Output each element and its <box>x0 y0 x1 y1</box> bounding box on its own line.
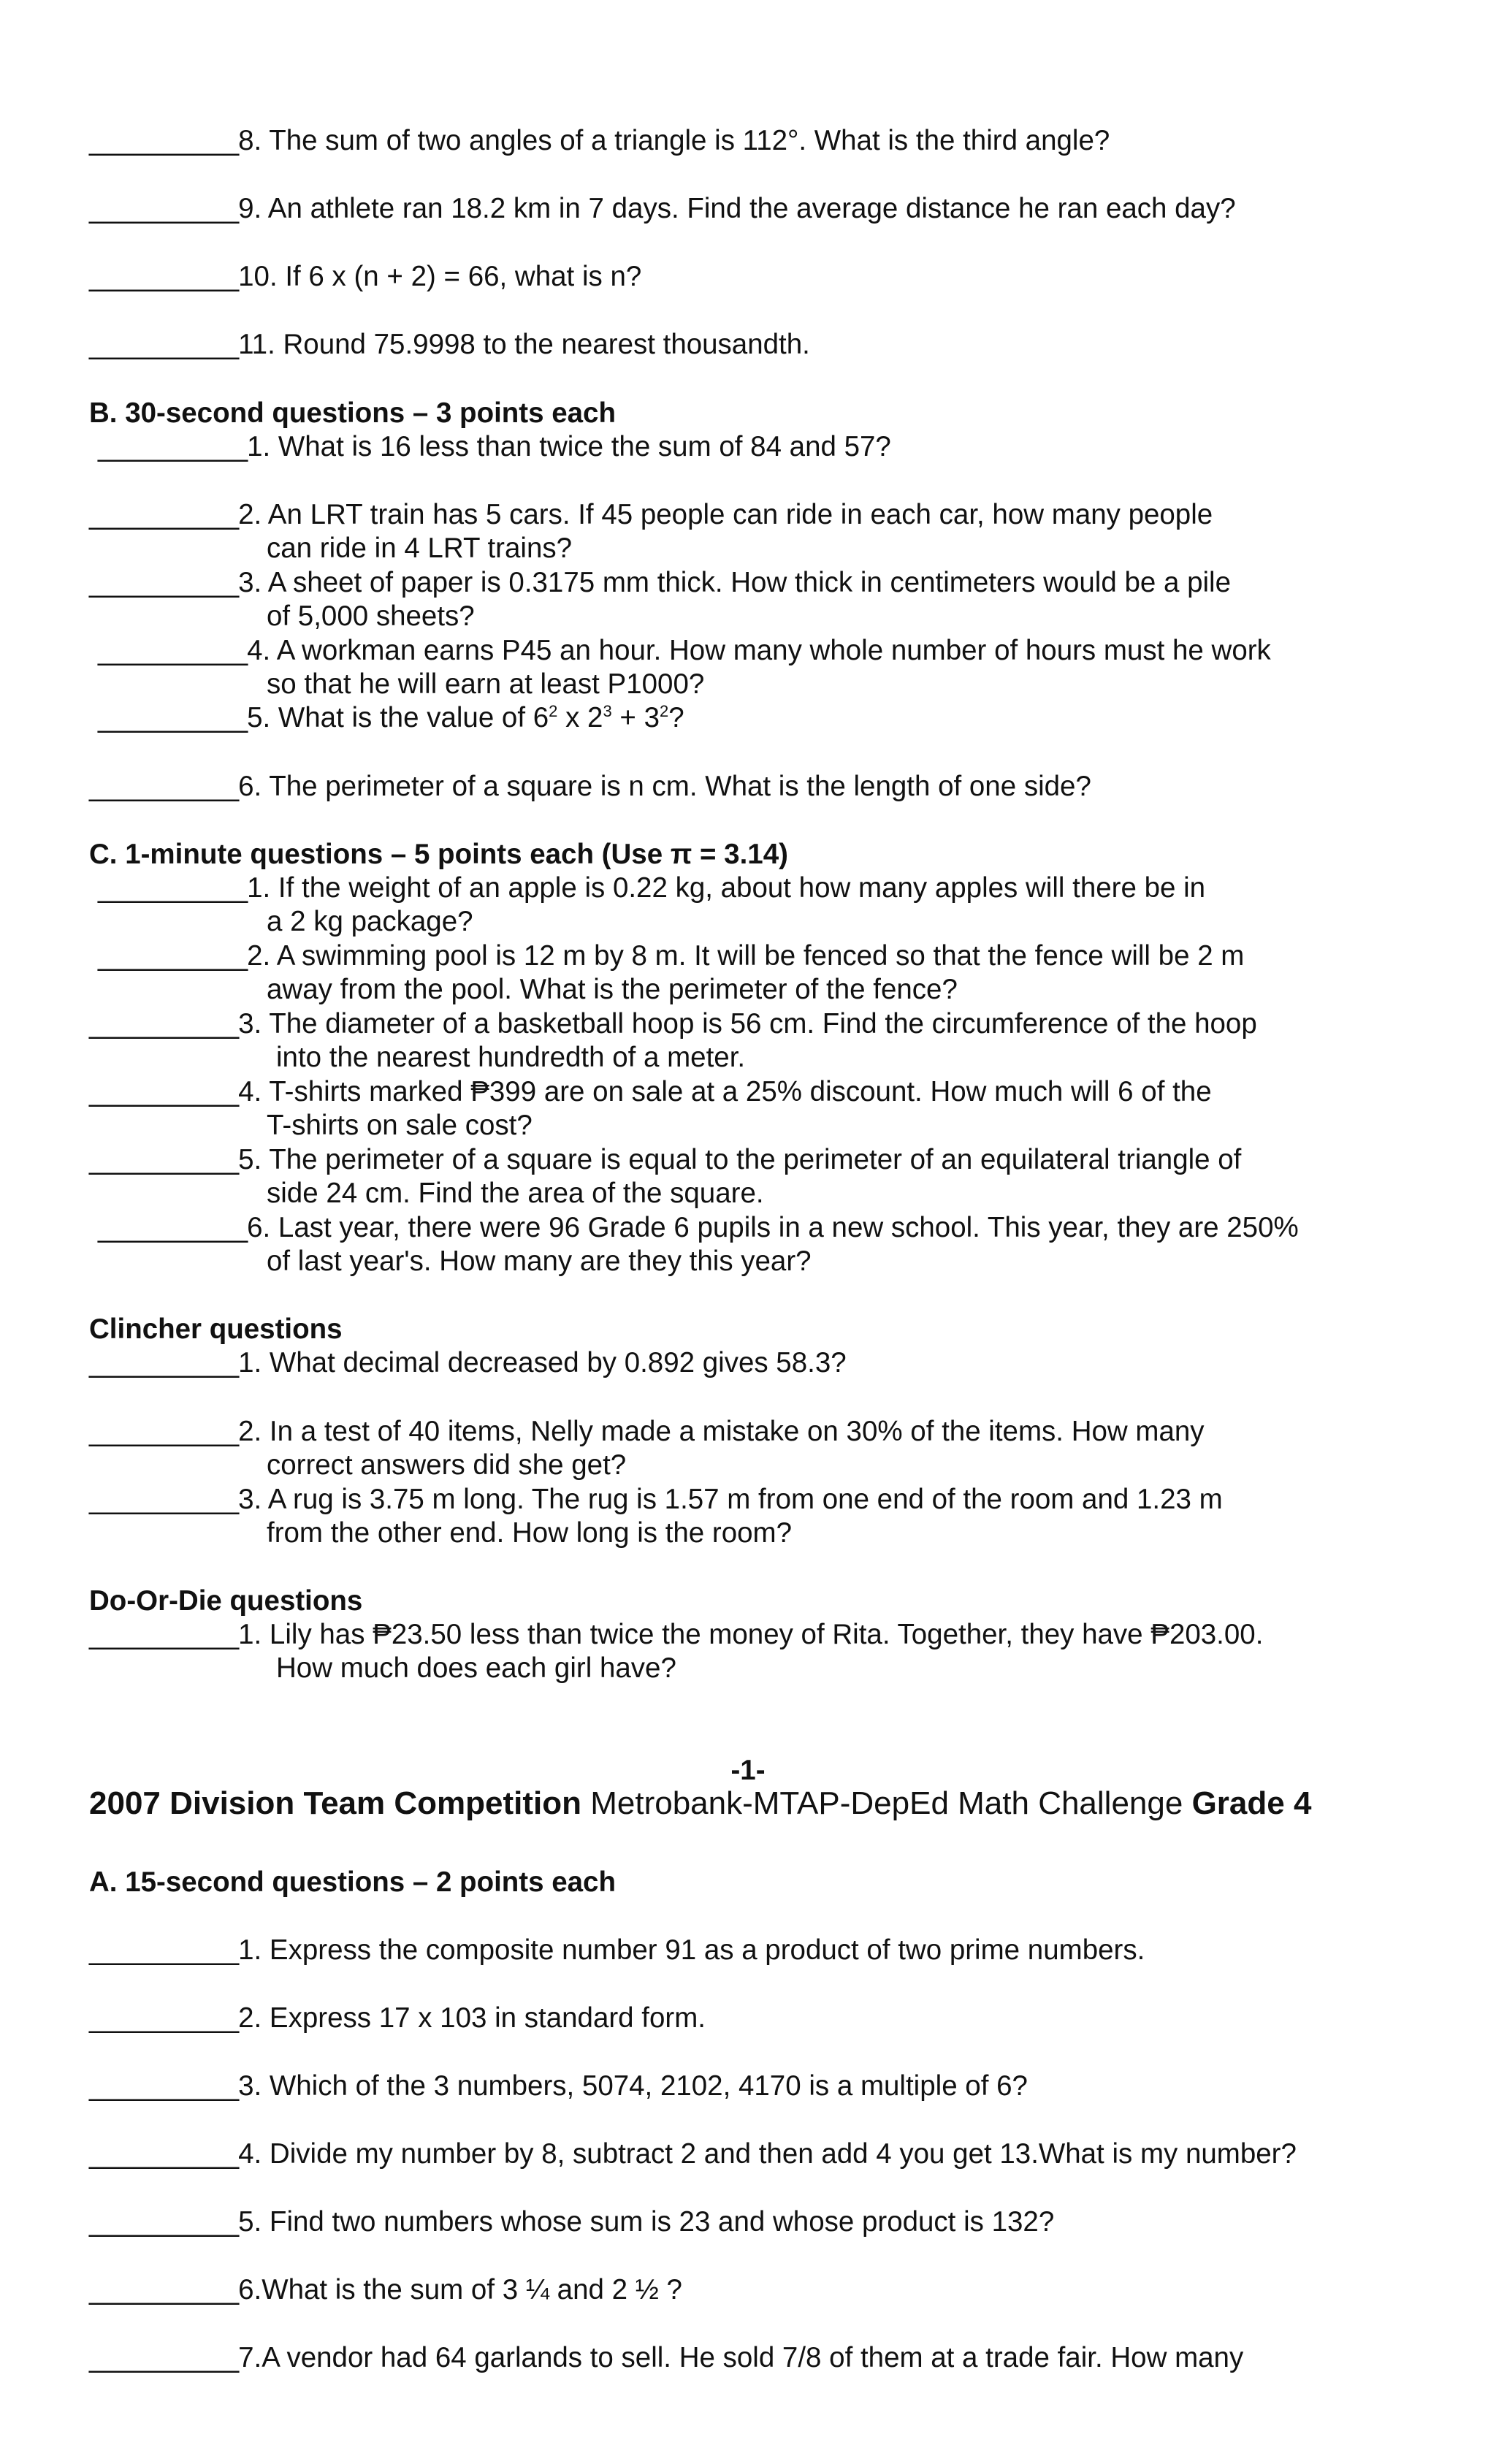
answer-blank: __________ <box>89 499 239 530</box>
question-text: 5. What is the value of $6^2$ x $2^3 + 3^2$? <box>247 702 684 733</box>
question-text: 4. A workman earns P45 an hour. How many whole number of hours must he work <box>247 635 1271 666</box>
question-text: 6.What is the sum of 3 ¼ and 2 ½ ? <box>238 2274 682 2305</box>
question-text: 11. Round 75.9998 to the nearest thousandth. <box>238 329 810 360</box>
question-row <box>89 770 1091 804</box>
question-row <box>98 701 684 735</box>
answer-blank: __________ <box>89 193 239 224</box>
question-row <box>89 1483 1223 1517</box>
answer-blank: __________ <box>98 635 248 666</box>
answer-blank: __________ <box>89 2002 239 2034</box>
question-row <box>98 939 1244 973</box>
question-text: 2. In a test of 40 items, Nelly made a mistake on 30% of the items. How many <box>238 1416 1205 1447</box>
question-continuation: correct answers did she get? <box>267 1449 627 1481</box>
question-continuation: into the nearest hundredth of a meter. <box>276 1042 746 1073</box>
question-row <box>89 260 641 294</box>
question-text: 3. A sheet of paper is 0.3175 mm thick. How thick in centimeters would be a pile <box>238 567 1232 598</box>
question-text: 2. An LRT train has 5 cars. If 45 people can ride in each car, how many people <box>238 499 1213 530</box>
question-text: 2. A swimming pool is 12 m by 8 m. It will be fenced so that the fence will be 2 m <box>247 940 1245 972</box>
question-row <box>98 430 891 464</box>
question-text: 2. Express 17 x 103 in standard form. <box>238 2002 706 2034</box>
question-row <box>89 2205 1054 2239</box>
question-continuation: of last year's. How many are they this year? <box>267 1246 812 1277</box>
question-row <box>89 2341 1243 2375</box>
question-row <box>89 1415 1205 1449</box>
question-continuation: from the other end. How long is the room? <box>267 1517 793 1549</box>
page-number: -1- <box>730 1755 766 1786</box>
answer-blank: __________ <box>89 125 239 156</box>
question-row <box>89 2273 682 2307</box>
question-continuation: so that he will earn at least P1000? <box>267 668 705 700</box>
question-text: 1. Express the composite number 91 as a product of two prime numbers. <box>238 1934 1145 1966</box>
question-text: 8. The sum of two angles of a triangle is 112°. What is the third angle? <box>238 125 1110 156</box>
answer-blank: __________ <box>98 431 248 462</box>
question-row <box>89 2002 706 2035</box>
question-row <box>89 498 1213 532</box>
section-heading: B. 30-second questions – 3 points each <box>89 397 616 429</box>
question-continuation: away from the pool. What is the perimeter of the fence? <box>267 974 958 1005</box>
question-row <box>98 871 1205 905</box>
answer-blank: __________ <box>89 1008 239 1040</box>
question-text: 5. Find two numbers whose sum is 23 and whose product is 132? <box>238 2206 1055 2238</box>
question-continuation: a 2 kg package? <box>267 906 473 937</box>
answer-blank: __________ <box>89 1347 239 1378</box>
answer-blank: __________ <box>98 940 248 972</box>
question-text: 6. The perimeter of a square is n cm. What is the length of one side? <box>238 771 1091 802</box>
question-row <box>89 124 1110 158</box>
answer-blank: __________ <box>89 2206 239 2238</box>
answer-blank: __________ <box>98 702 248 733</box>
question-text: 10. If 6 x (n + 2) = 66, what is n? <box>238 261 642 292</box>
question-row <box>89 328 810 362</box>
question-text: 3. The diameter of a basketball hoop is 56 cm. Find the circumference of the hoop <box>238 1008 1257 1040</box>
question-text: 9. An athlete ran 18.2 km in 7 days. Find the average distance he ran each day? <box>238 193 1236 224</box>
answer-blank: __________ <box>98 1212 248 1243</box>
answer-blank: __________ <box>89 261 239 292</box>
question-row <box>89 1346 847 1380</box>
answer-blank: __________ <box>89 1619 239 1650</box>
question-text: 5. The perimeter of a square is equal to the perimeter of an equilateral triangle of <box>238 1144 1242 1175</box>
question-text: 1. What is 16 less than twice the sum of 84 and 57? <box>247 431 891 462</box>
question-text: 1. If the weight of an apple is 0.22 kg, about how many apples will there be in <box>247 872 1206 904</box>
answer-blank: __________ <box>89 567 239 598</box>
section-heading: C. 1-minute questions – 5 points each (Use π = 3.14) <box>89 839 788 870</box>
question-row <box>89 1143 1241 1177</box>
question-continuation: T-shirts on sale cost? <box>267 1110 533 1141</box>
question-row <box>98 1211 1299 1245</box>
question-continuation: side 24 cm. Find the area of the square. <box>267 1178 764 1209</box>
answer-blank: __________ <box>89 1416 239 1447</box>
question-continuation: of 5,000 sheets? <box>267 600 475 632</box>
section-heading: Clincher questions <box>89 1313 343 1345</box>
question-row <box>89 566 1231 600</box>
answer-blank: __________ <box>89 2342 239 2373</box>
answer-blank: __________ <box>89 1934 239 1966</box>
answer-blank: __________ <box>89 1484 239 1515</box>
section-heading: Do-Or-Die questions <box>89 1585 363 1617</box>
question-text: 3. A rug is 3.75 m long. The rug is 1.57 m from one end of the room and 1.23 m <box>238 1484 1223 1515</box>
question-row <box>89 1007 1257 1041</box>
page-title: 2007 Division Team Competition Metrobank-MTAP-DepEd Math Challenge Grade 4 <box>89 1785 1312 1821</box>
question-row <box>89 192 1236 226</box>
answer-blank: __________ <box>89 771 239 802</box>
answer-blank: __________ <box>89 2138 239 2170</box>
question-text: 4. T-shirts marked ₱399 are on sale at a 25% discount. How much will 6 of the <box>238 1076 1212 1107</box>
question-text: 6. Last year, there were 96 Grade 6 pupils in a new school. This year, they are 250% <box>247 1212 1299 1243</box>
question-row <box>89 2137 1297 2171</box>
question-row <box>89 1934 1145 1967</box>
question-continuation: can ride in 4 LRT trains? <box>267 533 573 564</box>
question-text: 7.A vendor had 64 garlands to sell. He sold 7/8 of them at a trade fair. How many <box>238 2342 1244 2373</box>
question-text: 4. Divide my number by 8, subtract 2 and then add 4 you get 13.What is my number? <box>238 2138 1297 2170</box>
answer-blank: __________ <box>89 329 239 360</box>
question-text: 1. Lily has ₱23.50 less than twice the money of Rita. Together, they have ₱203.00. <box>238 1619 1264 1650</box>
answer-blank: __________ <box>98 872 248 904</box>
answer-blank: __________ <box>89 1144 239 1175</box>
answer-blank: __________ <box>89 2274 239 2305</box>
question-row <box>89 1618 1263 1652</box>
question-text: 1. What decimal decreased by 0.892 gives 58.3? <box>238 1347 847 1378</box>
question-row <box>89 1075 1212 1109</box>
question-row <box>98 634 1271 668</box>
question-continuation: How much does each girl have? <box>276 1652 676 1684</box>
section-heading: A. 15-second questions – 2 points each <box>89 1866 616 1898</box>
answer-blank: __________ <box>89 2070 239 2102</box>
question-row <box>89 2070 1028 2103</box>
question-text: 3. Which of the 3 numbers, 5074, 2102, 4170 is a multiple of 6? <box>238 2070 1028 2102</box>
answer-blank: __________ <box>89 1076 239 1107</box>
